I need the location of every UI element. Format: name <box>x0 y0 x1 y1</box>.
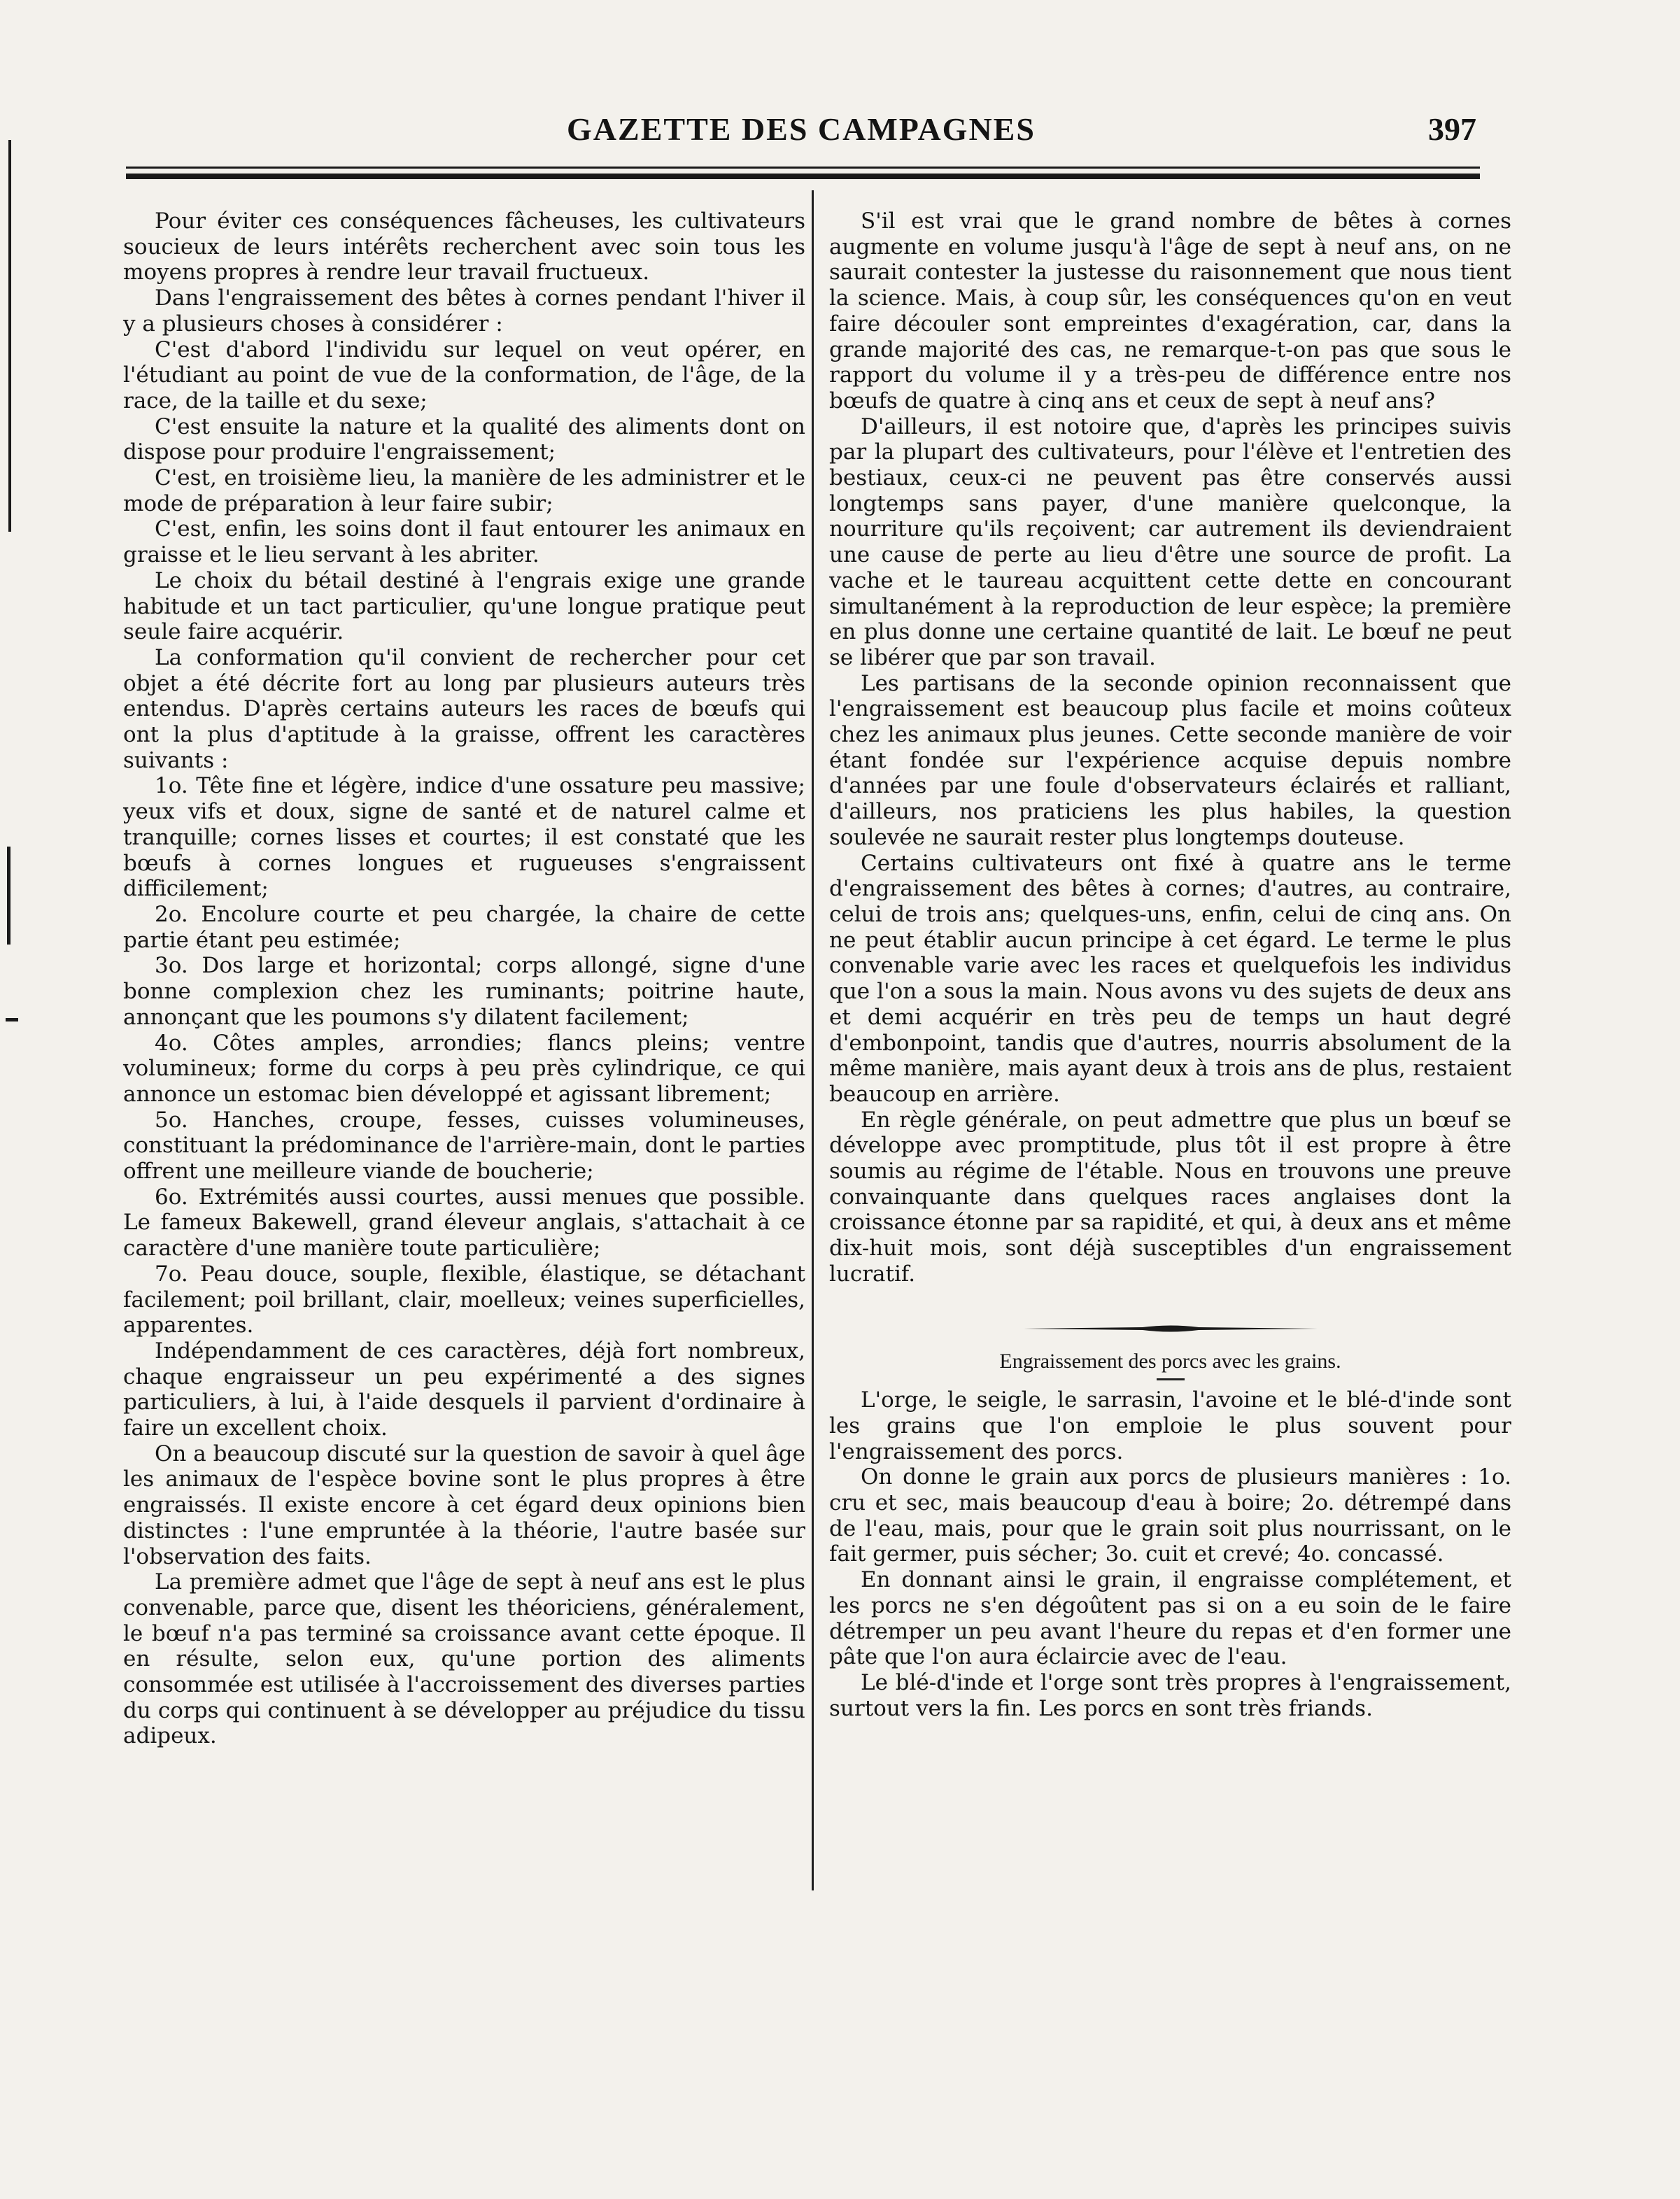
paragraph: On a beaucoup discuté sur la question de savoir à quel âge les animaux de l'espèce bovine sont le plus propres à être engraissés. Il existe encore à cet égard deux opinions bien distinctes : l'une empruntée à la théorie, l'autre basée sur l'observation des faits. <box>123 1441 805 1569</box>
right-column <box>829 208 1511 1721</box>
paragraph: L'orge, le seigle, le sarrasin, l'avoine et le blé-d'inde sont les grains que l'on emploie le plus souvent pour l'engraissement des porcs. <box>829 1387 1511 1464</box>
binding-mark <box>7 847 10 945</box>
paragraph: Pour éviter ces conséquences fâcheuses, les cultivateurs soucieux de leurs intérêts recherchent avec soin tous les moyens propres à rendre leur travail fructueux. <box>123 208 805 285</box>
list-item: 1o. Tête fine et légère, indice d'une ossature peu massive; yeux vifs et doux, signe de santé et de naturel calme et tranquille; cornes lisses et courtes; il est constaté que les bœufs à cornes longues et rugueuses s'engraissent difficilement; <box>123 773 805 902</box>
paragraph: Les partisans de la seconde opinion reconnaissent que l'engraissement est beaucoup plus facile et moins coûteux chez les animaux plus jeunes. Cette seconde manière de voir étant fondée sur l'expérience acquise depuis nombre d'années par une foule d'observateurs éclairés et ralliant, d'ailleurs, nos praticiens les plus habiles, la question soulevée ne saurait rester plus longtemps douteuse. <box>829 670 1511 850</box>
list-item: 6o. Extrémités aussi courtes, aussi menues que possible. Le fameux Bakewell, grand éleveur anglais, s'attachait à ce caractère d'une manière toute particulière; <box>123 1184 805 1261</box>
paragraph: C'est, en troisième lieu, la manière de les administrer et le mode de préparation à leur faire subir; <box>123 465 805 516</box>
paragraph: C'est, enfin, les soins dont il faut entourer les animaux en graisse et le lieu servant à les abriter. <box>123 516 805 568</box>
paragraph: Le blé-d'inde et l'orge sont très propres à l'engraissement, surtout vers la fin. Les porcs en sont très friands. <box>829 1669 1511 1721</box>
paragraph: La conformation qu'il convient de rechercher pour cet objet a été décrite fort au long par plusieurs auteurs très entendus. D'après certains auteurs les races de bœufs qui ont la plus d'aptitude à la graisse, offrent les caractères suivants : <box>123 644 805 773</box>
paragraph: D'ailleurs, il est notoire que, d'après les principes suivis par la plupart des cultivateurs, pour l'élève et l'entretien des bestiaux, ceux-ci ne peuvent pas être conservés aussi longtemps sans payer, d'une manière quelconque, la nourriture qu'ils reçoivent; car autrement ils deviendraient une cause de perte au lieu d'être une source de profit. La vache et le taureau acquittent cette dette en concourant simultanément à la reproduction de leur espèce; la première en plus donne une certaine quantité de lait. Le bœuf ne peut se libérer que par son travail. <box>829 413 1511 670</box>
column-separator <box>812 190 814 1890</box>
section-ornament <box>829 1324 1511 1334</box>
journal-title: GAZETTE DES CAMPAGNES <box>567 111 1036 147</box>
list-item: 2o. Encolure courte et peu chargée, la chaire de cette partie étant peu estimée; <box>123 901 805 953</box>
header-rule-thick <box>126 174 1480 179</box>
paragraph: La première admet que l'âge de sept à neuf ans est le plus convenable, parce que, disent les théoriciens, généralement, le bœuf n'a pas terminé sa croissance avant cette époque. Il en résulte, selon eux, qu'une portion des aliments consommée est utilisée à l'accroissement des diverses parties du corps qui continuent à se développer au préjudice du tissu adipeux. <box>123 1569 805 1749</box>
paragraph: En règle générale, on peut admettre que plus un bœuf se développe avec promptitude, plus tôt il est propre à être soumis au régime de l'étable. Nous en trouvons une preuve convainquante dans quelques races anglaises dont la croissance étonne par sa rapidité, et qui, à deux ans et même dix-huit mois, sont déjà susceptibles d'un engraissement lucratif. <box>829 1107 1511 1287</box>
paragraph: En donnant ainsi le grain, il engraisse complétement, et les porcs ne s'en dégoûtent pas si on a eu soin de le faire détremper un peu avant l'heure du repas et d'en former une pâte que l'on aura éclaircie avec de l'eau. <box>829 1567 1511 1670</box>
paragraph: Indépendamment de ces caractères, déjà fort nombreux, chaque engraisseur un peu expérimenté a des signes particuliers, à lui, à l'aide desquels il parvient d'ordinaire à faire un excellent choix. <box>123 1338 805 1441</box>
left-column <box>123 208 805 1749</box>
binding-mark <box>6 1018 18 1021</box>
list-item: 3o. Dos large et horizontal; corps allongé, signe d'une bonne complexion chez les ruminants; poitrine haute, annonçant que les poumons s'y dilatent facilement; <box>123 953 805 1030</box>
paragraph: C'est ensuite la nature et la qualité des aliments dont on dispose pour produire l'engraissement; <box>123 413 805 465</box>
heading-dash <box>829 1378 1511 1380</box>
section-heading: Engraissement des porcs avec les grains. <box>999 1349 1341 1373</box>
header-rule-thin <box>126 167 1480 169</box>
paragraph: Certains cultivateurs ont fixé à quatre ans le terme d'engraissement des bêtes à cornes; d'autres, au contraire, celui de trois ans; quelques-uns, enfin, celui de cinq ans. On ne peut établir aucun principe à cet égard. Le terme le plus convenable varie avec les races et quelquefois les individus que l'on a sous la main. Nous avons vu des sujets de deux ans et demi acquérir en très peu de temps un haut degré d'embonpoint, tandis que d'autres, nourris absolument de la même manière, mais ayant deux à trois ans de plus, restaient beaucoup en arrière. <box>829 850 1511 1107</box>
running-header <box>126 105 1476 147</box>
paragraph: C'est d'abord l'individu sur lequel on veut opérer, en l'étudiant au point de vue de la conformation, de l'âge, de la race, de la taille et du sexe; <box>123 337 805 413</box>
binding-mark <box>8 140 11 532</box>
page-number: 397 <box>1428 111 1476 147</box>
paragraph: Dans l'engraissement des bêtes à cornes pendant l'hiver il y a plusieurs choses à considérer : <box>123 285 805 337</box>
paragraph: S'il est vrai que le grand nombre de bêtes à cornes augmente en volume jusqu'à l'âge de sept à neuf ans, on ne saurait contester la justesse du raisonnement que nous tient la science. Mais, à coup sûr, les conséquences qu'on en veut faire découler sont empreintes d'exagération, car, dans la grande majorité des cas, ne remarque-t-on pas que sous le rapport du volume il y a très-peu de différence entre nos bœufs de quatre à cinq ans et ceux de sept à neuf ans? <box>829 208 1511 413</box>
list-item: 4o. Côtes amples, arrondies; flancs pleins; ventre volumineux; forme du corps à peu près cylindrique, ce qui annonce un estomac bien développé et agissant librement; <box>123 1030 805 1107</box>
list-item: 5o. Hanches, croupe, fesses, cuisses volumineuses, constituant la prédominance de l'arrière-main, dont le parties offrent une meilleure viande de boucherie; <box>123 1107 805 1185</box>
paragraph: Le choix du bétail destiné à l'engrais exige une grande habitude et un tact particulier, qu'une longue pratique peut seule faire acquérir. <box>123 567 805 645</box>
list-item: 7o. Peau douce, souple, flexible, élastique, se détachant facilement; poil brillant, clair, moelleux; veines superficielles, apparentes. <box>123 1261 805 1338</box>
paragraph: On donne le grain aux porcs de plusieurs manières : 1o. cru et sec, mais beaucoup d'eau à boire; 2o. détrempé dans de l'eau, mais, pour que le grain soit plus nourrissant, on le fait germer, puis sécher; 3o. cuit et crevé; 4o. concassé. <box>829 1464 1511 1567</box>
